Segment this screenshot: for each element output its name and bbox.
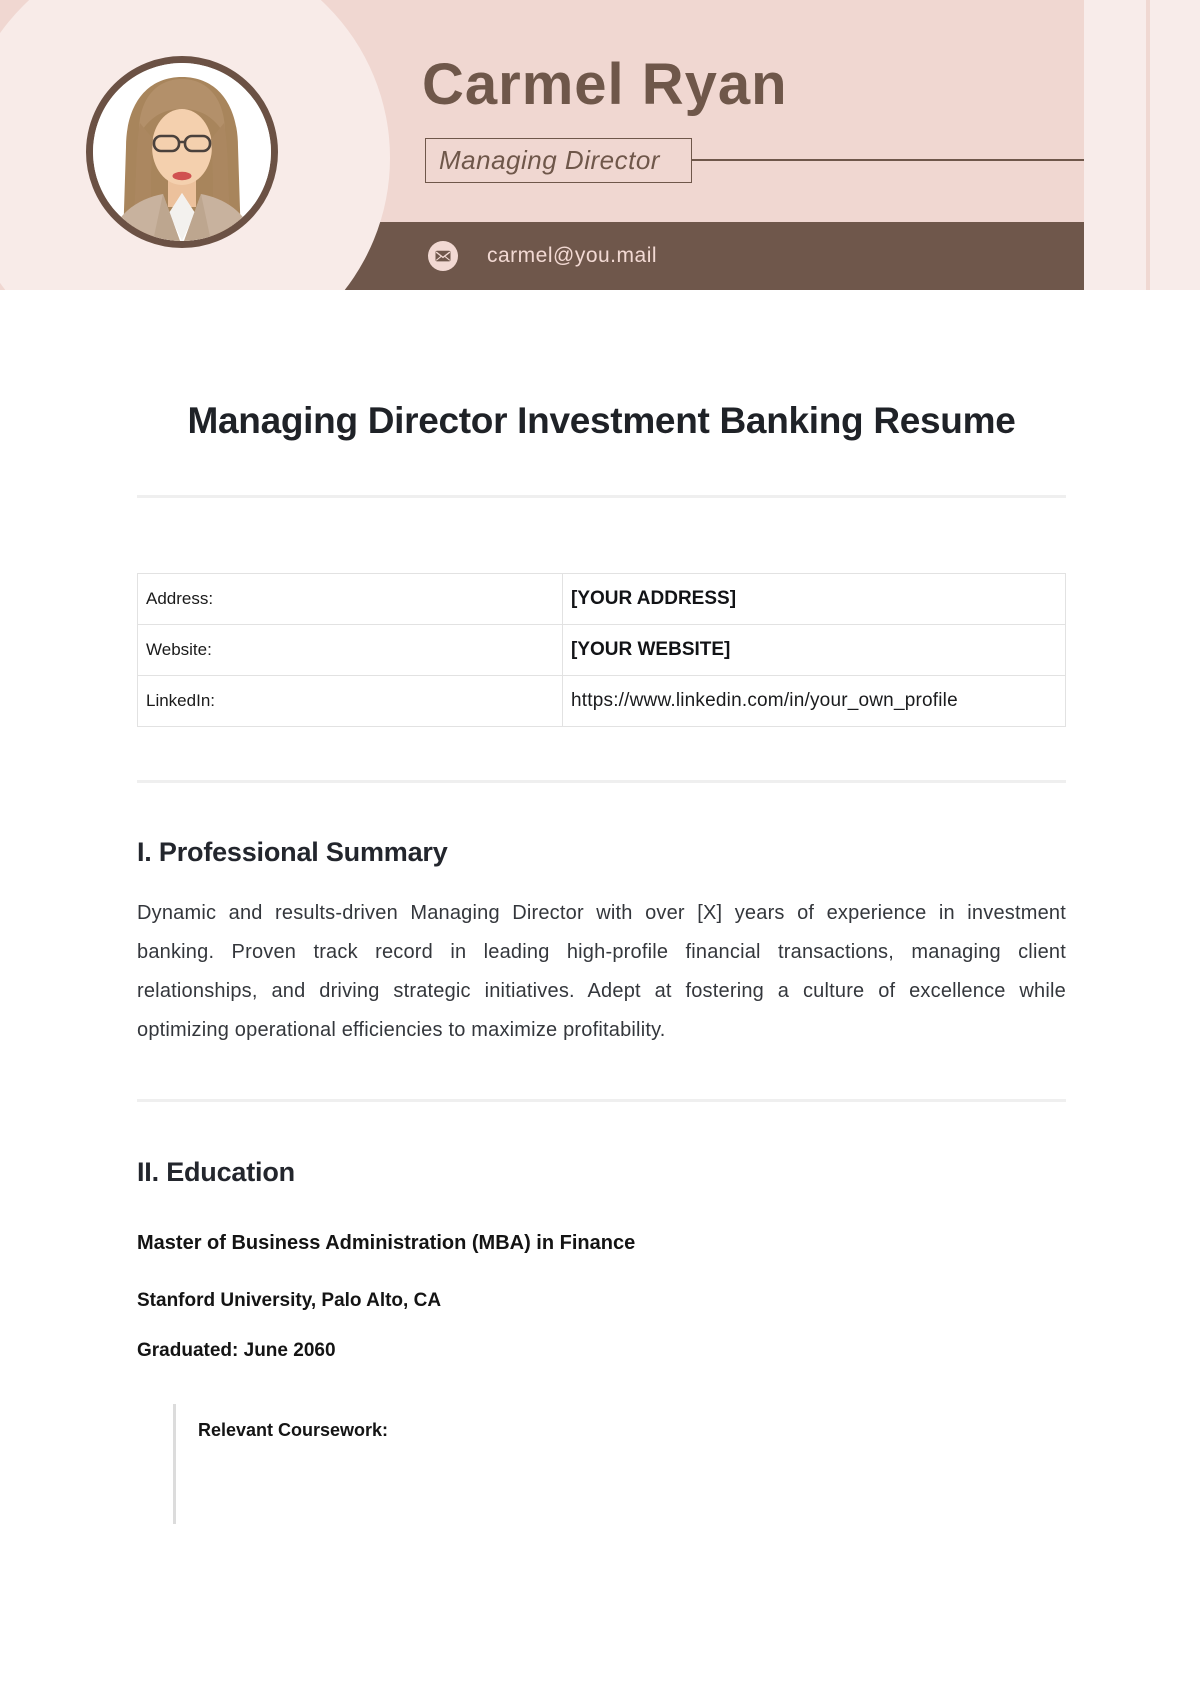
header-right-strip <box>1084 0 1200 290</box>
header-right-strip-line <box>1146 0 1150 290</box>
contact-label: Website: <box>138 625 563 676</box>
contact-label: Address: <box>138 574 563 625</box>
coursework-block <box>173 1404 1066 1524</box>
person-name: Carmel Ryan <box>422 52 788 117</box>
linkedin-url[interactable]: https://www.linkedin.com/in/your_own_profile <box>563 676 1066 727</box>
coursework-label: Relevant Coursework: <box>198 1420 389 1440</box>
section-divider <box>137 495 1066 498</box>
profile-photo <box>86 56 278 248</box>
table-row-linkedin <box>138 676 1066 727</box>
education-degree: Master of Business Administration (MBA) in Finance <box>137 1232 636 1254</box>
job-title-box <box>425 138 692 183</box>
document-title: Managing Director Investment Banking Resume <box>187 400 1016 441</box>
job-title: Managing Director <box>439 145 660 175</box>
section-divider <box>137 780 1066 783</box>
email-row <box>428 222 657 290</box>
table-row-address <box>138 574 1066 625</box>
email-address[interactable]: carmel@you.mail <box>487 244 658 267</box>
summary-paragraph: Dynamic and results-driven Managing Director with over [X] years of experience in investment banking. Proven track record in leading high-profile financial transactions, managing client relationships, and driving strategic initiatives. Adept at fostering a culture of excellence while optimizing operational efficiencies to maximize profitability. <box>137 902 1066 1041</box>
education-school: Stanford University, Palo Alto, CA <box>137 1290 442 1311</box>
section-heading-professional-summary: I. Professional Summary <box>137 837 448 867</box>
table-row-website <box>138 625 1066 676</box>
contact-value: [YOUR ADDRESS] <box>563 574 1066 625</box>
header-banner <box>0 0 1200 290</box>
contact-label: LinkedIn: <box>138 676 563 727</box>
job-title-rule <box>692 159 1084 161</box>
portrait-illustration <box>93 63 271 241</box>
education-graduated: Graduated: June 2060 <box>137 1340 336 1361</box>
document-body <box>0 290 1200 1524</box>
contact-table <box>137 573 1066 727</box>
section-heading-education: II. Education <box>137 1157 295 1187</box>
contact-value: [YOUR WEBSITE] <box>563 625 1066 676</box>
envelope-icon <box>428 241 458 271</box>
section-divider <box>137 1099 1066 1102</box>
